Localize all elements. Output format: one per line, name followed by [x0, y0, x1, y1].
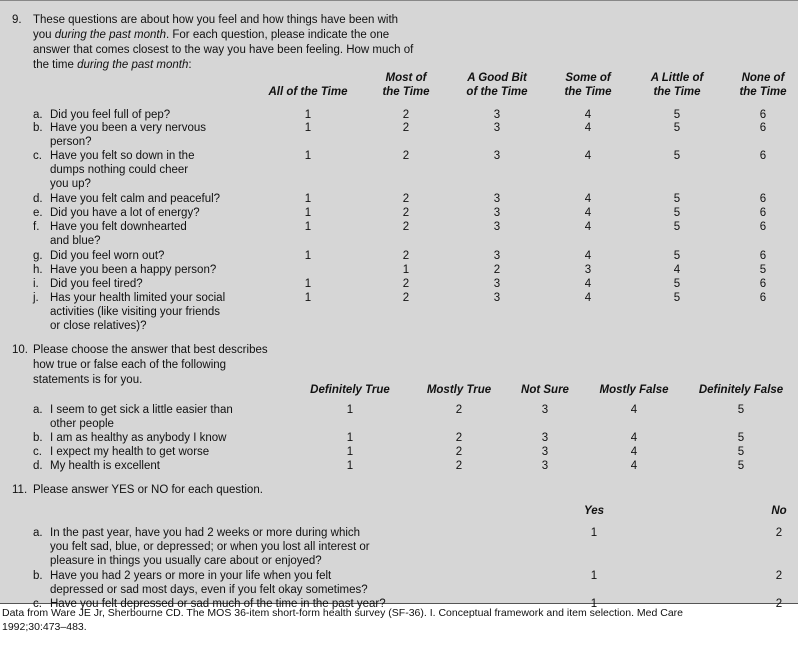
q11-item-text: you felt sad, blue, or depressed; or when you lost all interest or	[50, 541, 370, 553]
q10-response-value: 2	[455, 460, 463, 472]
q10-response-value: 2	[455, 446, 463, 458]
q9-response-value: 6	[759, 221, 767, 233]
q10-column-header: Definitely True	[310, 384, 390, 396]
q11-response-value: 1	[590, 570, 598, 582]
q11-item-letter: c.	[33, 598, 42, 610]
q9-number: 9.	[12, 14, 22, 26]
q9-column-header: Most of	[385, 72, 427, 84]
q10-item-text: My health is excellent	[50, 460, 160, 472]
q10-response-value: 3	[541, 446, 549, 458]
q9-response-value: 3	[493, 122, 501, 134]
q10-item-text: I expect my health to get worse	[50, 446, 210, 458]
q9-column-header: of the Time	[466, 86, 528, 98]
q9-item-text: Have you felt so down in the	[50, 150, 195, 162]
q9-response-value: 1	[304, 250, 312, 262]
q9-intro-emphasis: during the past month	[77, 59, 189, 71]
q9-item-text: Did you feel full of pep?	[50, 109, 171, 121]
q10-item-text: I am as healthy as anybody I know	[50, 432, 227, 444]
q11-response-value: 1	[590, 598, 598, 610]
q11-item-text: depressed or sad most days, even if you felt okay sometimes?	[50, 584, 368, 596]
q9-response-value: 3	[493, 207, 501, 219]
q9-response-value: 2	[402, 150, 410, 162]
q11-column-header: Yes	[583, 505, 605, 517]
q9-response-value: 5	[673, 278, 681, 290]
q9-response-value: 1	[304, 278, 312, 290]
q9-item-letter: d.	[33, 193, 43, 205]
q9-item-letter: e.	[33, 207, 43, 219]
q9-item-letter: g.	[33, 250, 43, 262]
q9-response-value: 2	[402, 250, 410, 262]
q9-response-value: 5	[673, 221, 681, 233]
q9-column-header: A Little of	[650, 72, 704, 84]
q9-item-text: dumps nothing could cheer	[50, 164, 189, 176]
q9-response-value: 1	[304, 292, 312, 304]
q9-column-header: Some of	[565, 72, 611, 84]
q9-response-value: 2	[402, 221, 410, 233]
q11-item-text: In the past year, have you had 2 weeks or more during which	[50, 527, 361, 539]
q10-response-value: 3	[541, 432, 549, 444]
q10-response-value: 3	[541, 460, 549, 472]
q11-item-letter: a.	[33, 527, 43, 539]
q10-column-header: Not Sure	[521, 384, 569, 396]
q9-intro-text: you	[33, 29, 55, 41]
q9-column-header: the Time	[564, 86, 612, 98]
q9-response-value: 1	[304, 109, 312, 121]
q9-column-header: All of the Time	[268, 86, 348, 98]
q10-response-value: 5	[737, 460, 745, 472]
q9-item-text: or close relatives)?	[50, 320, 147, 332]
q10-item-letter: a.	[33, 404, 43, 416]
q9-column-header: the Time	[382, 86, 430, 98]
q9-response-value: 2	[402, 122, 410, 134]
q9-response-value: 1	[304, 193, 312, 205]
q9-item-letter: f.	[33, 221, 40, 233]
q9-response-value: 5	[673, 109, 681, 121]
q9-response-value: 5	[673, 207, 681, 219]
q9-response-value: 6	[759, 292, 767, 304]
q9-response-value: 1	[402, 264, 410, 276]
q10-response-value: 1	[346, 404, 354, 416]
q9-intro-line	[33, 58, 192, 72]
q9-item-letter: a.	[33, 109, 43, 121]
q9-item-letter: i.	[33, 278, 39, 290]
q11-item-text: Have you had 2 years or more in your life when you felt	[50, 570, 332, 582]
q9-intro-line	[33, 13, 398, 27]
q9-response-value: 3	[493, 250, 501, 262]
q9-response-value: 6	[759, 193, 767, 205]
q10-column-header: Mostly True	[426, 384, 492, 396]
q9-intro-text: the time	[33, 59, 78, 71]
q9-item-letter: j.	[33, 292, 39, 304]
q11-item-letter: b.	[33, 570, 43, 582]
q9-response-value: 1	[304, 150, 312, 162]
q10-response-value: 1	[346, 446, 354, 458]
q9-response-value: 3	[493, 193, 501, 205]
q9-response-value: 3	[493, 292, 501, 304]
q9-item-text: activities (like visiting your friends	[50, 306, 221, 318]
q9-response-value: 3	[493, 109, 501, 121]
q10-intro-line: statements is for you.	[33, 374, 143, 386]
q9-column-header: A Good Bit	[467, 72, 527, 84]
q9-response-value: 1	[304, 221, 312, 233]
q10-response-value: 5	[737, 432, 745, 444]
q9-intro-text: :	[188, 59, 192, 71]
q9-response-value: 5	[673, 122, 681, 134]
q10-column-header: Mostly False	[599, 384, 669, 396]
q9-response-value: 3	[493, 221, 501, 233]
q9-response-value: 4	[584, 150, 592, 162]
q9-response-value: 2	[402, 207, 410, 219]
q10-response-value: 1	[346, 432, 354, 444]
q11-intro: Please answer YES or NO for each question.	[33, 484, 263, 496]
q10-response-value: 5	[737, 404, 745, 416]
q10-response-value: 5	[737, 446, 745, 458]
q10-intro-line: how true or false each of the following	[33, 359, 227, 371]
q9-response-value: 6	[759, 122, 767, 134]
q9-intro-line	[33, 43, 413, 57]
q9-item-text: and blue?	[50, 235, 101, 247]
q9-response-value: 1	[304, 122, 312, 134]
q10-column-header: Definitely False	[698, 384, 784, 396]
q9-item-text: person?	[50, 136, 92, 148]
q9-response-value: 4	[584, 221, 592, 233]
q9-response-value: 4	[584, 207, 592, 219]
q10-item-letter: b.	[33, 432, 43, 444]
q9-intro-text: answer that comes closest to the way you have been feeling. How much of	[33, 44, 414, 56]
q11-item-text: Have you felt depressed or sad much of the time in the past year?	[50, 598, 386, 610]
q9-item-text: you up?	[50, 178, 91, 190]
citation-line-2: 1992;30:473–483.	[2, 621, 87, 633]
q9-response-value: 4	[584, 278, 592, 290]
q9-item-letter: b.	[33, 122, 43, 134]
q9-response-value: 4	[584, 193, 592, 205]
q10-response-value: 4	[630, 404, 638, 416]
q9-item-letter: h.	[33, 264, 43, 276]
q10-response-value: 2	[455, 432, 463, 444]
q9-response-value: 5	[673, 250, 681, 262]
q11-column-header: No	[771, 505, 787, 517]
q9-item-text: Have you been a very nervous	[50, 122, 206, 134]
q9-response-value: 6	[759, 278, 767, 290]
q11-item-text: pleasure in things you usually care about or enjoyed?	[50, 555, 322, 567]
q9-response-value: 5	[673, 150, 681, 162]
q11-response-value: 2	[775, 570, 783, 582]
q9-response-value: 5	[673, 193, 681, 205]
q11-response-value: 1	[590, 527, 598, 539]
q9-intro-line	[33, 28, 389, 42]
q9-response-value: 2	[402, 109, 410, 121]
q9-response-value: 1	[304, 207, 312, 219]
q9-column-header: the Time	[739, 86, 787, 98]
q9-response-value: 4	[584, 109, 592, 121]
q10-response-value: 4	[630, 432, 638, 444]
q10-item-letter: d.	[33, 460, 43, 472]
q9-column-header: the Time	[653, 86, 701, 98]
q9-item-text: Have you been a happy person?	[50, 264, 217, 276]
q10-number: 10.	[12, 344, 28, 356]
q10-response-value: 4	[630, 460, 638, 472]
q10-intro-line: Please choose the answer that best describes	[33, 344, 268, 356]
source-citation	[2, 606, 798, 634]
q10-item-text: I seem to get sick a little easier than	[50, 404, 233, 416]
q9-response-value: 6	[759, 207, 767, 219]
q9-response-value: 3	[493, 150, 501, 162]
q9-response-value: 5	[759, 264, 767, 276]
q9-response-value: 6	[759, 250, 767, 262]
q10-response-value: 1	[346, 460, 354, 472]
q9-response-value: 2	[402, 278, 410, 290]
q9-item-text: Have you felt calm and peaceful?	[50, 193, 221, 205]
q9-response-value: 2	[493, 264, 501, 276]
q9-intro-text: . For each question, please indicate the one	[166, 29, 390, 41]
q9-intro-text: These questions are about how you feel and how things have been with	[33, 14, 399, 26]
q10-response-value: 3	[541, 404, 549, 416]
q9-response-value: 2	[402, 193, 410, 205]
q9-item-text: Did you have a lot of energy?	[50, 207, 200, 219]
q10-item-letter: c.	[33, 446, 42, 458]
q9-item-text: Has your health limited your social	[50, 292, 226, 304]
q9-intro-emphasis: during the past month	[54, 29, 166, 41]
q9-response-value: 4	[673, 264, 681, 276]
q9-response-value: 4	[584, 122, 592, 134]
q9-response-value: 5	[673, 292, 681, 304]
q10-item-text: other people	[50, 418, 114, 430]
q11-number: 11.	[12, 484, 28, 496]
q9-response-value: 2	[402, 292, 410, 304]
q9-response-value: 3	[584, 264, 592, 276]
q11-response-value: 2	[775, 527, 783, 539]
q9-item-text: Did you feel worn out?	[50, 250, 165, 262]
q9-column-header: None of	[741, 72, 785, 84]
q11-response-value: 2	[775, 598, 783, 610]
q10-response-value: 2	[455, 404, 463, 416]
q9-response-value: 4	[584, 250, 592, 262]
q9-response-value: 6	[759, 150, 767, 162]
q10-response-value: 4	[630, 446, 638, 458]
q9-response-value: 6	[759, 109, 767, 121]
q9-item-text: Did you feel tired?	[50, 278, 143, 290]
citation-line-1: Data from Ware JE Jr, Sherbourne CD. The MOS 36-item short-form health survey (SF-36). I. Conceptual framework and item selection. Med Care	[2, 607, 684, 619]
q9-response-value: 3	[493, 278, 501, 290]
q9-item-letter: c.	[33, 150, 42, 162]
q9-item-text: Have you felt downhearted	[50, 221, 187, 233]
q9-response-value: 4	[584, 292, 592, 304]
